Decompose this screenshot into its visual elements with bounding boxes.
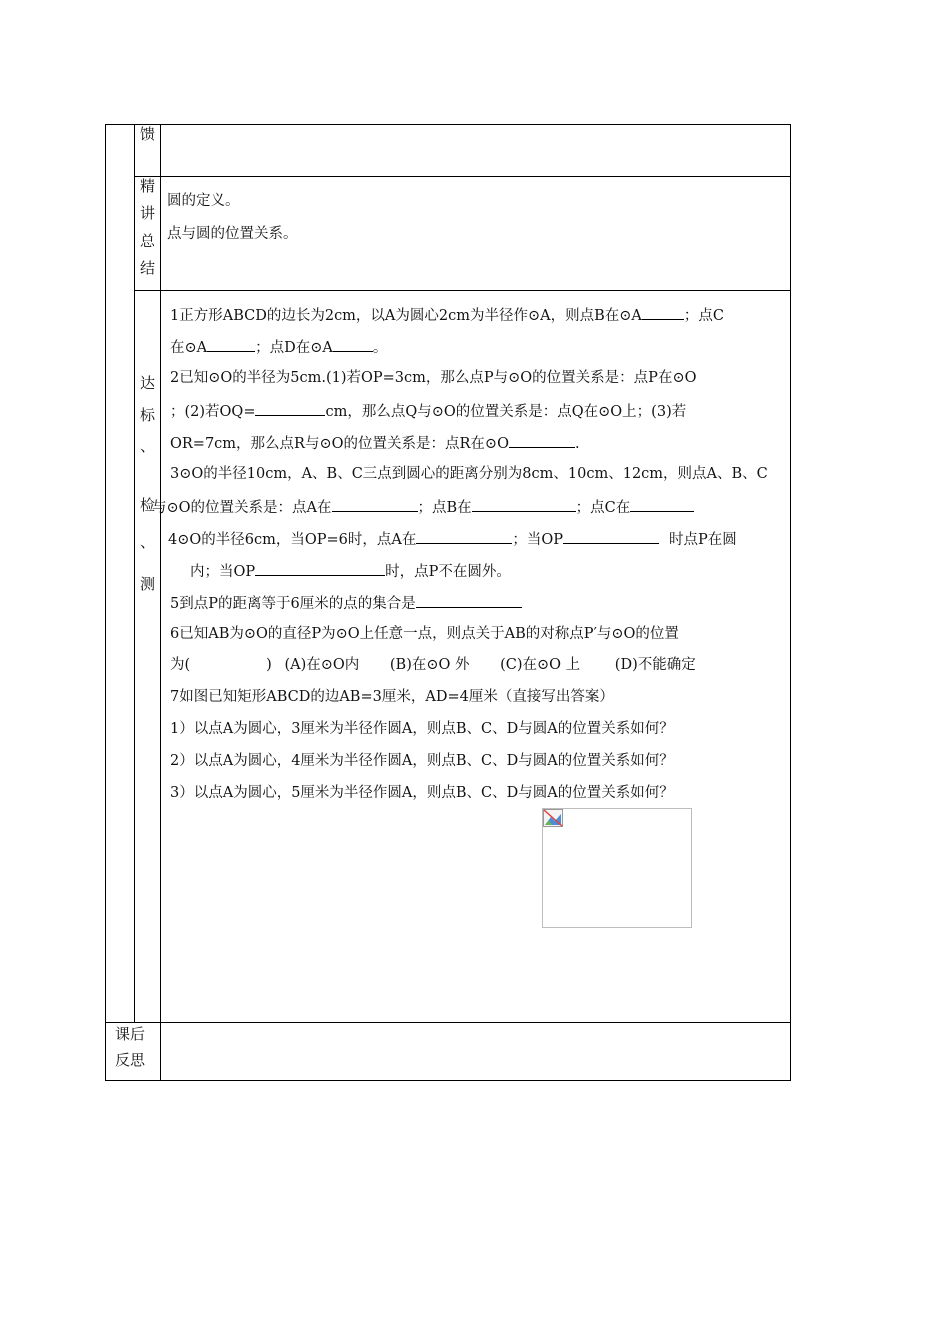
summary-label-2: 讲 [140, 204, 156, 222]
q5-blank[interactable] [416, 592, 522, 608]
q2-text-e: . [574, 436, 580, 452]
q4-blank-a[interactable] [416, 528, 512, 544]
question-5 [170, 592, 522, 614]
test-label-5: 、 [140, 533, 156, 551]
q4-blank-d[interactable] [255, 560, 385, 576]
q4-text-b: ；当OP [512, 532, 564, 548]
q1-text-d: ；点D在⊙A [255, 340, 333, 356]
feedback-label: 馈 [140, 125, 156, 143]
q3-blank-b[interactable] [472, 496, 576, 512]
question-7-part-3: 3）以点A为圆心，5厘米为半径作圆A，则点B、C、D与圆A的位置关系如何？ [170, 785, 674, 801]
q1-text-e: 。 [372, 340, 388, 356]
q4-text-a: 4⊙O的半径6cm，当OP=6时，点A在 [168, 532, 417, 548]
q4-text-c: 时点P在圆 [669, 532, 737, 548]
question-1-line-2 [170, 336, 387, 358]
content-column-divider [160, 124, 161, 1081]
q3-text-d: ；点C在 [575, 500, 631, 516]
test-label-4: 检 [140, 496, 156, 514]
q1-blank-b[interactable] [642, 304, 684, 320]
q2-text-d: OR=7cm，那么点R与⊙O的位置关系是：点R在⊙O [170, 436, 509, 452]
table-border-right [790, 124, 791, 1081]
summary-label-1: 精 [140, 177, 156, 195]
test-label-3: 、 [140, 437, 156, 455]
q1-blank-d[interactable] [333, 336, 373, 352]
question-6-line-1: 6已知AB为⊙O的直径P为⊙O上任意一点，则点关于AB的对称点P′与⊙O的位置 [170, 626, 679, 642]
summary-label-3: 总 [140, 232, 156, 250]
row-divider-1 [134, 176, 791, 177]
q6-option-c: (C)在⊙O 上 [500, 657, 581, 673]
question-7: 7如图已知矩形ABCD的边AB=3厘米，AD=4厘米（直接写出答案） [170, 689, 614, 705]
question-4-line-2 [190, 560, 511, 582]
row-divider-3 [105, 1022, 791, 1023]
question-4-line-1 [168, 528, 737, 550]
question-6-line-2 [170, 655, 696, 675]
question-3-line-2 [152, 496, 694, 518]
question-2-line-2 [170, 400, 686, 422]
q1-text-b: ；点C [683, 308, 725, 324]
question-1-line-1 [170, 304, 724, 326]
rectangle-figure-placeholder [542, 808, 692, 928]
broken-image-icon [543, 809, 563, 827]
q3-blank-a[interactable] [332, 496, 418, 512]
q4-text-e: 时，点P不在圆外。 [385, 564, 511, 580]
q3-text-c: ；点B在 [417, 500, 472, 516]
q4-text-d: 内；当OP [190, 564, 256, 580]
q6-option-b: (B)在⊙O 外 [389, 657, 470, 673]
q2-text-c: cm，那么点Q与⊙O的位置关系是：点Q在⊙O上；(3)若 [325, 404, 687, 420]
summary-line-2: 点与圆的位置关系。 [167, 226, 298, 242]
question-7-part-1: 1）以点A为圆心，3厘米为半径作圆A，则点B、C、D与圆A的位置关系如何？ [170, 721, 674, 737]
q6-text-c: ) [266, 657, 272, 673]
question-2-line-3 [170, 432, 580, 454]
table-border-bottom [105, 1080, 791, 1081]
q6-option-a: (A)在⊙O内 [284, 657, 360, 673]
table-border-top [105, 124, 791, 125]
row-divider-2 [134, 290, 791, 291]
table-border-left [105, 124, 106, 1081]
question-7-part-2: 2）以点A为圆心，4厘米为半径作圆A，则点B、C、D与圆A的位置关系如何？ [170, 753, 674, 769]
reflection-label-1: 课后 [115, 1025, 146, 1043]
test-label-1: 达 [140, 374, 156, 392]
q2-text-b: ；(2)若OQ= [170, 404, 256, 420]
q4-blank-b[interactable] [563, 528, 659, 544]
test-label-2: 标 [140, 406, 156, 424]
q3-blank-c[interactable] [630, 496, 694, 512]
q1-blank-c[interactable] [207, 336, 255, 352]
q2-blank-r[interactable] [509, 432, 575, 448]
question-2-line-1: 2已知⊙O的半径为5cm.(1)若OP=3cm，那么点P与⊙O的位置关系是：点P在⊙O [170, 370, 697, 386]
q6-text-b: 为( [170, 657, 191, 673]
q6-option-d: (D)不能确定 [614, 657, 696, 673]
q1-text-a: 1正方形ABCD的边长为2cm，以A为圆心2cm为半径作⊙A，则点B在⊙A [170, 308, 642, 324]
summary-line-1: 圆的定义。 [167, 193, 240, 209]
q2-blank-oq[interactable] [255, 400, 325, 416]
summary-label-4: 结 [140, 259, 156, 277]
q1-text-c: 在⊙A [170, 340, 208, 356]
question-3-line-1: 3⊙O的半径10cm，A、B、C三点到圆心的距离分别为8cm、10cm、12cm，则点A、B、C [170, 466, 768, 482]
q3-text-b: 与⊙O的位置关系是：点A在 [152, 500, 332, 516]
q5-text: 5到点P的距离等于6厘米的点的集合是 [170, 596, 416, 612]
label-column-divider [134, 124, 135, 1022]
reflection-label-2: 反思 [115, 1051, 146, 1069]
test-label-6: 测 [140, 575, 156, 593]
